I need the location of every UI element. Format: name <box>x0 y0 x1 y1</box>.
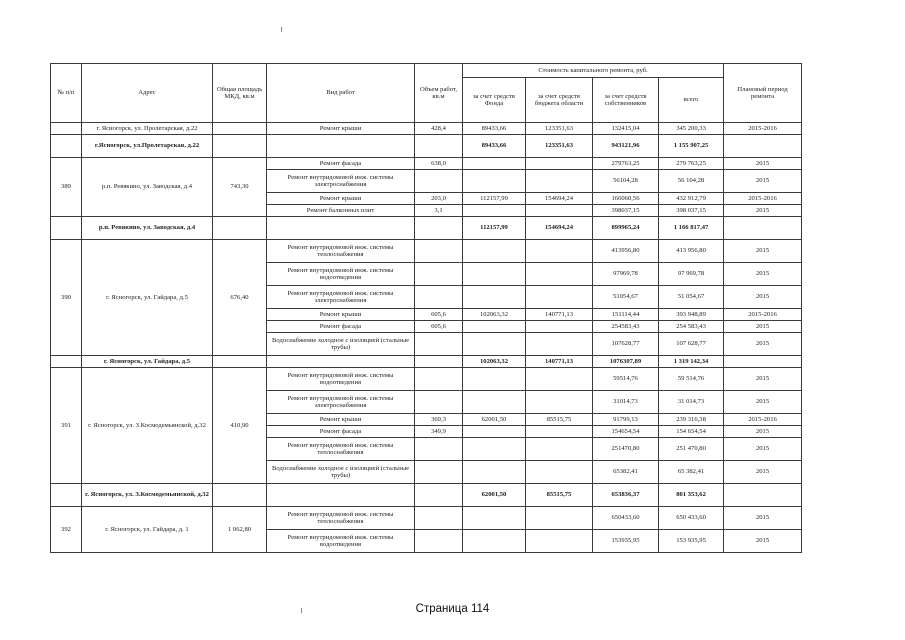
total-cell: 254 583,43 <box>659 321 724 333</box>
volume-cell: 3,1 <box>415 205 463 217</box>
work-cell: Ремонт внутридомовой инж. системы электроснабжения <box>267 391 415 414</box>
total-row <box>51 484 802 507</box>
region-cell: 123351,63 <box>526 135 593 158</box>
header-total: всего <box>659 78 724 123</box>
header-volume: Объем работ, кв.м <box>415 64 463 123</box>
address-cell: г. Ясногорск, ул. З.Космодемьянской, д.32 <box>82 368 213 484</box>
period-cell: 2015 <box>724 158 802 170</box>
total-cell: 31 014,73 <box>659 391 724 414</box>
total-cell: 107 628,77 <box>659 333 724 356</box>
header-row <box>51 64 802 78</box>
region-cell: 85515,75 <box>526 414 593 426</box>
fund-cell: 62001,50 <box>463 414 526 426</box>
owners-cell: 899965,24 <box>593 217 659 240</box>
period-cell: 2015 <box>724 426 802 438</box>
period-cell: 2015 <box>724 368 802 391</box>
total-cell: 153 935,95 <box>659 530 724 553</box>
table-row <box>51 368 802 391</box>
total-cell: 801 353,62 <box>659 484 724 507</box>
work-cell: Ремонт внутридомовой инж. системы водоотведения <box>267 368 415 391</box>
region-cell: 85515,75 <box>526 484 593 507</box>
volume-cell: 203,0 <box>415 193 463 205</box>
header-owners: за счет средств собственников <box>593 78 659 123</box>
total-cell: 59 514,76 <box>659 368 724 391</box>
region-cell: 154694,24 <box>526 217 593 240</box>
fund-cell: 89433,66 <box>463 135 526 158</box>
table-row <box>51 158 802 170</box>
region-cell: 140771,13 <box>526 356 593 368</box>
total-cell: 239 316,38 <box>659 414 724 426</box>
volume-cell: 428,4 <box>415 123 463 135</box>
total-cell: 432 912,79 <box>659 193 724 205</box>
owners-cell: 151114,44 <box>593 309 659 321</box>
fund-cell: 102063,32 <box>463 356 526 368</box>
owners-cell: 943121,96 <box>593 135 659 158</box>
work-cell: Ремонт крыши <box>267 123 415 135</box>
period-cell: 2015-2016 <box>724 193 802 205</box>
area-cell: 1 062,80 <box>213 507 267 553</box>
work-cell: Водоснабжение холодное с изоляцией (стальные трубы) <box>267 461 415 484</box>
owners-cell: 65382,41 <box>593 461 659 484</box>
total-address-cell: р.п. Ревякино, ул. Заводская, д.4 <box>82 217 213 240</box>
work-cell: Ремонт внутридомовой инж. системы теплоснабжения <box>267 438 415 461</box>
work-cell: Ремонт фасада <box>267 426 415 438</box>
period-cell: 2015 <box>724 530 802 553</box>
period-cell: 2015 <box>724 321 802 333</box>
region-cell: 123351,63 <box>526 123 593 135</box>
area-cell: 743,30 <box>213 158 267 217</box>
region-cell: 154694,24 <box>526 193 593 205</box>
total-cell: 413 956,80 <box>659 240 724 263</box>
work-cell: Водоснабжение холодное с изоляцией (стальные трубы) <box>267 333 415 356</box>
header-work-type: Вид работ <box>267 64 415 123</box>
fund-cell: 112157,99 <box>463 193 526 205</box>
capital-repair-table <box>50 63 802 553</box>
header-address: Адрес <box>82 64 213 123</box>
period-cell: 2015 <box>724 263 802 286</box>
area-cell: 410,90 <box>213 368 267 484</box>
work-cell: Ремонт внутридомовой инж. системы электроснабжения <box>267 170 415 193</box>
total-cell: 345 200,33 <box>659 123 724 135</box>
work-cell: Ремонт внутридомовой инж. системы электроснабжения <box>267 286 415 309</box>
owners-cell: 153935,95 <box>593 530 659 553</box>
owners-cell: 132415,04 <box>593 123 659 135</box>
fund-cell: 89433,66 <box>463 123 526 135</box>
period-cell: 2015 <box>724 461 802 484</box>
period-cell: 2015 <box>724 507 802 530</box>
fund-cell: 62001,50 <box>463 484 526 507</box>
work-cell: Ремонт фасада <box>267 321 415 333</box>
header-fund: за счет средств Фонда <box>463 78 526 123</box>
total-cell: 1 319 142,34 <box>659 356 724 368</box>
owners-cell: 1076307,89 <box>593 356 659 368</box>
area-cell: 676,40 <box>213 240 267 356</box>
work-cell: Ремонт крыши <box>267 193 415 205</box>
volume-cell: 638,0 <box>415 158 463 170</box>
period-cell: 2015 <box>724 286 802 309</box>
owners-cell: 31014,73 <box>593 391 659 414</box>
total-cell: 1 166 817,47 <box>659 217 724 240</box>
work-cell: Ремонт внутридомовой инж. системы теплоснабжения <box>267 507 415 530</box>
period-cell: 2015 <box>724 205 802 217</box>
total-address-cell: г. Ясногорск, ул. З.Космодемьянской, д.32 <box>82 484 213 507</box>
owners-cell: 653836,37 <box>593 484 659 507</box>
fund-cell: 112157,99 <box>463 217 526 240</box>
owners-cell: 398037,15 <box>593 205 659 217</box>
work-cell: Ремонт внутридомовой инж. системы теплоснабжения <box>267 240 415 263</box>
total-cell: 97 969,78 <box>659 263 724 286</box>
address-cell: г. Ясногорск, ул. Гайдара, д.5 <box>82 240 213 356</box>
owners-cell: 254583,43 <box>593 321 659 333</box>
header-area: Общая площадь МКД, кв.м <box>213 64 267 123</box>
period-cell: 2015 <box>724 170 802 193</box>
table-row <box>51 507 802 530</box>
period-cell: 2015 <box>724 333 802 356</box>
period-cell: 2015 <box>724 391 802 414</box>
header-cost-group: Стоимость капитального ремонта, руб. <box>463 64 724 78</box>
total-cell: 251 470,80 <box>659 438 724 461</box>
total-cell: 65 382,41 <box>659 461 724 484</box>
period-cell: 2015 <box>724 438 802 461</box>
num-cell: 389 <box>51 158 82 217</box>
volume-cell: 369,3 <box>415 414 463 426</box>
total-cell: 1 155 907,25 <box>659 135 724 158</box>
volume-cell: 605,6 <box>415 309 463 321</box>
work-cell: Ремонт крыши <box>267 414 415 426</box>
owners-cell: 59514,76 <box>593 368 659 391</box>
total-row <box>51 135 802 158</box>
total-cell: 154 654,54 <box>659 426 724 438</box>
header-num: № п/п <box>51 64 82 123</box>
owners-cell: 154654,54 <box>593 426 659 438</box>
page-number: Страница 114 <box>415 603 490 615</box>
region-cell: 140771,13 <box>526 309 593 321</box>
address-cell: г. Ясногорск, ул. Гайдара, д. 1 <box>82 507 213 553</box>
total-cell: 650 433,60 <box>659 507 724 530</box>
owners-cell: 650433,60 <box>593 507 659 530</box>
owners-cell: 107628,77 <box>593 333 659 356</box>
total-address-cell: г.Ясногорск, ул.Пролетарская, д.22 <box>82 135 213 158</box>
total-cell: 51 054,67 <box>659 286 724 309</box>
work-cell: Ремонт крыши <box>267 309 415 321</box>
owners-cell: 97969,78 <box>593 263 659 286</box>
num-cell: 391 <box>51 368 82 484</box>
scan-mark <box>281 27 282 32</box>
work-cell: Ремонт балконных плит <box>267 205 415 217</box>
owners-cell: 251470,80 <box>593 438 659 461</box>
period-cell: 2015-2016 <box>724 123 802 135</box>
work-cell: Ремонт внутридомовой инж. системы водоотведения <box>267 530 415 553</box>
owners-cell: 51054,67 <box>593 286 659 309</box>
period-cell: 2015 <box>724 240 802 263</box>
total-cell: 279 763,25 <box>659 158 724 170</box>
total-cell: 398 037,15 <box>659 205 724 217</box>
volume-cell: 349,9 <box>415 426 463 438</box>
total-row <box>51 217 802 240</box>
total-cell: 56 104,28 <box>659 170 724 193</box>
header-region: за счет средств бюджета области <box>526 78 593 123</box>
total-cell: 393 948,89 <box>659 309 724 321</box>
header-period: Плановый период ремонта <box>724 64 802 123</box>
period-cell: 2015-2016 <box>724 309 802 321</box>
table-row <box>51 123 802 135</box>
owners-cell: 279763,25 <box>593 158 659 170</box>
address-cell: г. Ясногорск, ул. Пролетарская, д.22 <box>82 123 213 135</box>
table-row <box>51 240 802 263</box>
address-cell: р.п. Ревякино, ул. Заводская, д.4 <box>82 158 213 217</box>
owners-cell: 56104,28 <box>593 170 659 193</box>
owners-cell: 413956,80 <box>593 240 659 263</box>
num-cell: 390 <box>51 240 82 356</box>
owners-cell: 166060,56 <box>593 193 659 205</box>
total-row <box>51 356 802 368</box>
work-cell: Ремонт внутридомовой инж. системы водоотведения <box>267 263 415 286</box>
total-address-cell: г. Ясногорск, ул. Гайдара, д.5 <box>82 356 213 368</box>
owners-cell: 91799,13 <box>593 414 659 426</box>
num-cell: 392 <box>51 507 82 553</box>
work-cell: Ремонт фасада <box>267 158 415 170</box>
fund-cell: 102063,32 <box>463 309 526 321</box>
volume-cell: 605,6 <box>415 321 463 333</box>
period-cell: 2015-2016 <box>724 414 802 426</box>
